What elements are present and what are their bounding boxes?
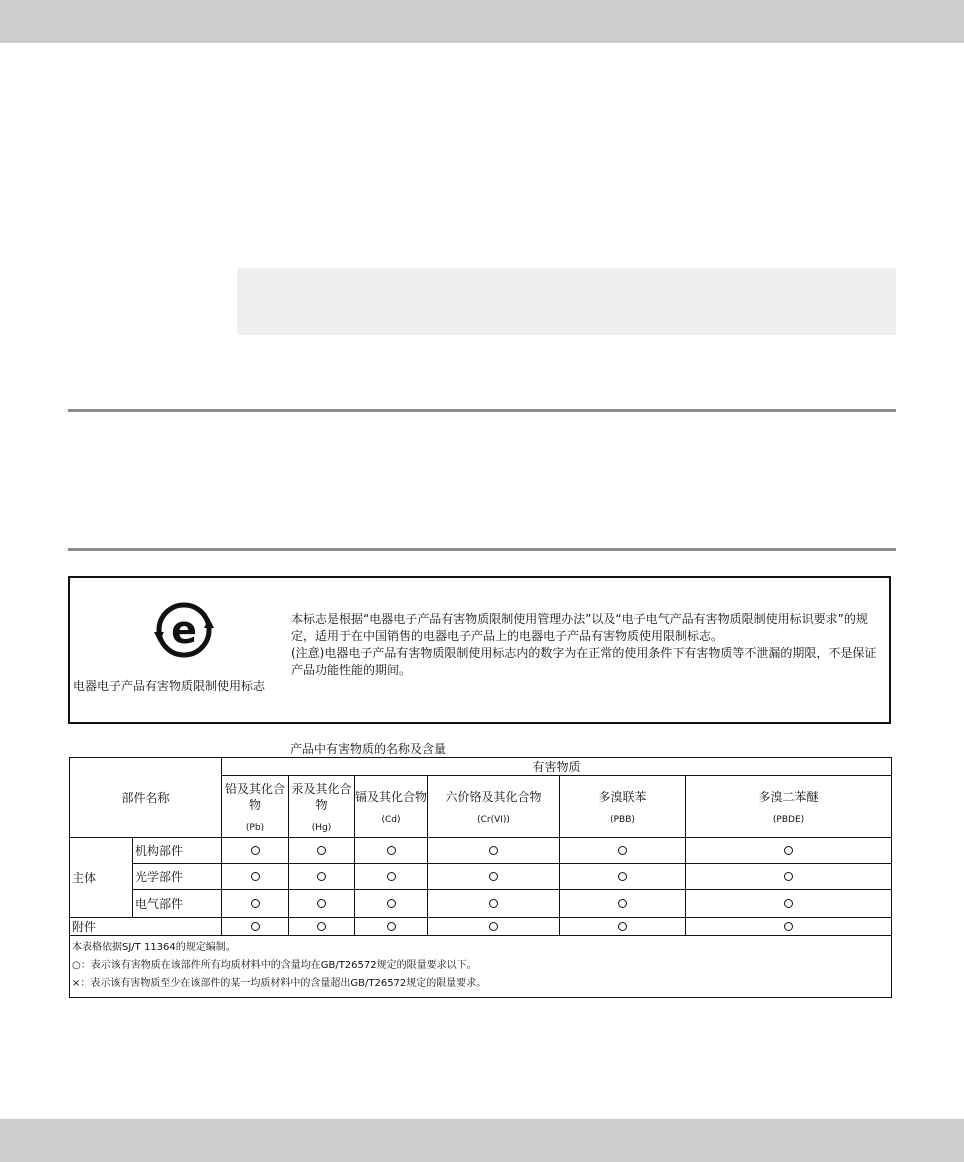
substance-header [222, 776, 289, 838]
compliance-mark [355, 890, 428, 918]
substance-header [289, 776, 355, 838]
part-name-cell: 机构部件 [133, 838, 222, 864]
circle-mark-icon [317, 922, 326, 931]
svg-text:e: e [171, 608, 197, 652]
circle-mark-icon [784, 922, 793, 931]
circle-mark-icon [618, 899, 627, 908]
substance-name: 汞及其化合物 [291, 781, 352, 812]
compliance-mark [222, 890, 289, 918]
part-name-header: 部件名称 [70, 758, 222, 838]
table-row [70, 864, 892, 890]
compliance-mark [428, 918, 560, 936]
substance-symbol: (Cr(VI)) [477, 814, 510, 825]
logo-description [291, 611, 887, 679]
table-row [70, 890, 892, 918]
compliance-mark [686, 918, 892, 936]
compliance-mark [686, 890, 892, 918]
circle-mark-icon [251, 922, 260, 931]
compliance-mark [560, 918, 686, 936]
main-body-group-label: 主体 [70, 838, 133, 918]
divider-rule [68, 409, 896, 412]
substance-header [560, 776, 686, 838]
table-row [70, 838, 892, 864]
compliance-mark [686, 838, 892, 864]
circle-mark-icon [317, 846, 326, 855]
substance-name: 六价铬及其化合物 [445, 789, 542, 804]
substance-name: 铅及其化合物 [225, 781, 286, 812]
substance-header [686, 776, 892, 838]
circle-mark-icon [618, 872, 627, 881]
logo-caption: 电器电子产品有害物质限制使用标志 [73, 679, 266, 693]
bottom-bar [0, 1119, 964, 1162]
compliance-mark [428, 864, 560, 890]
circle-mark-icon [489, 922, 498, 931]
logo-description-paragraph: 本标志是根据“电器电子产品有害物质限制使用管理办法”以及“电子电气产品有害物质限制使用标识要求”的规定，适用于在中国销售的电器电子产品上的电器电子产品有害物质使用限制标志。 [291, 612, 868, 643]
gray-placeholder-box [237, 268, 896, 335]
table-title: 产品中有害物质的名称及含量 [290, 742, 447, 756]
substance-name: 镉及其化合物 [355, 789, 428, 804]
compliance-mark [428, 838, 560, 864]
circle-mark-icon [387, 922, 396, 931]
compliance-mark [289, 838, 355, 864]
circle-mark-icon [317, 899, 326, 908]
compliance-mark [686, 864, 892, 890]
circle-mark-icon [387, 846, 396, 855]
compliance-mark [222, 838, 289, 864]
compliance-mark [355, 918, 428, 936]
compliance-mark [428, 890, 560, 918]
substance-symbol: (Hg) [311, 822, 332, 833]
circle-mark-icon [387, 872, 396, 881]
hazardous-substance-table [69, 757, 892, 998]
compliance-mark [560, 890, 686, 918]
substance-name: 多溴联苯 [598, 789, 647, 804]
note-line: ○：表示该有害物质在该部件所有均质材料中的含量均在GB/T26572规定的限量要求以下。 [72, 960, 477, 971]
compliance-mark [355, 864, 428, 890]
substance-group-header: 有害物质 [222, 758, 892, 776]
top-bar [0, 0, 964, 43]
circle-mark-icon [251, 872, 260, 881]
circle-mark-icon [784, 899, 793, 908]
restriction-logo-box [68, 576, 891, 724]
compliance-mark [560, 864, 686, 890]
note-line: 本表格依据SJ/T 11364的规定编制。 [72, 942, 236, 953]
circle-mark-icon [317, 872, 326, 881]
circle-mark-icon [387, 899, 396, 908]
compliance-mark [560, 838, 686, 864]
substance-symbol: (Cd) [381, 814, 401, 825]
circle-mark-icon [618, 846, 627, 855]
compliance-mark [355, 838, 428, 864]
divider-rule [68, 548, 896, 551]
substance-symbol: (PBB) [610, 814, 635, 825]
circle-mark-icon [618, 922, 627, 931]
circle-mark-icon [489, 872, 498, 881]
substance-header [355, 776, 428, 838]
circle-mark-icon [784, 846, 793, 855]
compliance-mark [289, 890, 355, 918]
circle-mark-icon [251, 846, 260, 855]
table-notes [70, 936, 892, 998]
part-name-cell: 附件 [70, 918, 222, 936]
circle-mark-icon [784, 872, 793, 881]
table-notes-row [70, 936, 892, 998]
substance-header [428, 776, 560, 838]
logo-description-note: (注意)电器电子产品有害物质限制使用标志内的数字为在正常的使用条件下有害物质等不泄漏的期限，不是保证产品功能性能的期间。 [291, 646, 877, 677]
note-line: ×：表示该有害物质至少在该部件的某一均质材料中的含量超出GB/T26572规定的限量要求。 [72, 978, 487, 989]
table-row [70, 918, 892, 936]
environmental-protection-logo-icon [147, 596, 221, 664]
compliance-mark [222, 918, 289, 936]
compliance-mark [289, 918, 355, 936]
circle-mark-icon [489, 846, 498, 855]
compliance-mark [222, 864, 289, 890]
compliance-mark [289, 864, 355, 890]
part-name-cell: 光学部件 [133, 864, 222, 890]
substance-symbol: (PBDE) [772, 814, 805, 825]
substance-symbol: (Pb) [245, 822, 265, 833]
circle-mark-icon [251, 899, 260, 908]
circle-mark-icon [489, 899, 498, 908]
substance-name: 多溴二苯醚 [758, 789, 819, 804]
part-name-cell: 电气部件 [133, 890, 222, 918]
